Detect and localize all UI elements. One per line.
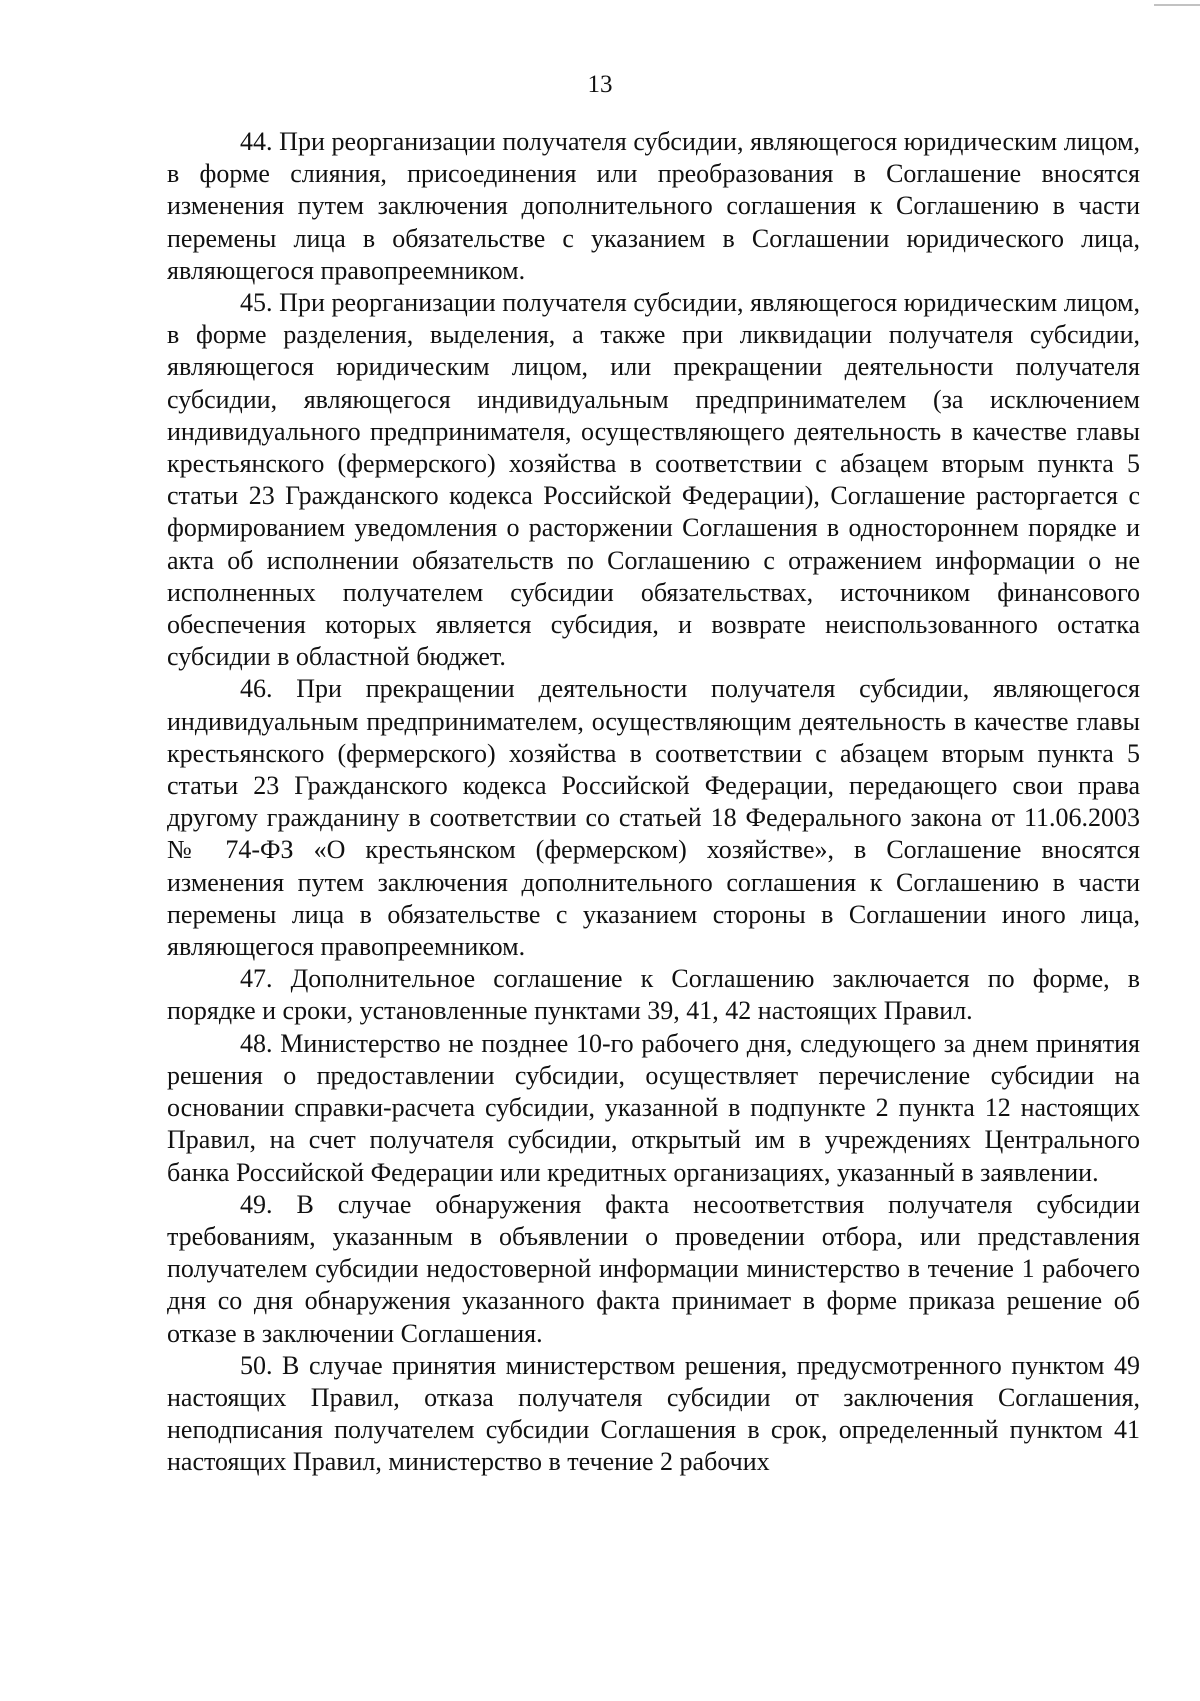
paragraph-44: 44. При реорганизации получателя субсидии, являющегося юридическим лицом, в форме слияния, присоединения или преобразования в Соглашение вносятся изменения путем заключения дополнительного соглашения к Соглашению в части перемены лица в обязательстве с указанием в Соглашении юридического лица, являющегося правопреемником. xyxy=(167,127,1140,285)
paragraph-45: 45. При реорганизации получателя субсидии, являющегося юридическим лицом, в форме разделения, выделения, а также при ликвидации получателя субсидии, являющегося юридическим лицом, или прекращении деятельности получателя субсидии, являющегося индивидуальным предпринимателем (за исключением индивидуального предпринимателя, осуществляющего деятельность в качестве главы крестьянского (фермерского) хозяйства в соответствии с абзацем вторым пункта 5 статьи 23 Гражданского кодекса Российской Федерации), Соглашение расторгается с формированием уведомления о расторжении Соглашения в одностороннем порядке и акта об исполнении обязательств по Соглашению с отражением информации о не исполненных получателем субсидии обязательствах, источником финансового обеспечения которых является субсидия, и возврате неиспользованного остатка субсидии в областной бюджет. xyxy=(167,288,1140,672)
paragraph-46: 46. При прекращении деятельности получателя субсидии, являющегося индивидуальным предпринимателем, осуществляющим деятельность в качестве главы крестьянского (фермерского) хозяйства в соответствии с абзацем вторым пункта 5 статьи 23 Гражданского кодекса Российской Федерации, передающего свои права другому гражданину в соответствии со статьей 18 Федерального закона от 11.06.2003 № 74-ФЗ «О крестьянском (фермерском) хозяйстве», в Соглашение вносятся изменения путем заключения дополнительного соглашения к Соглашению в части перемены лица в обязательстве с указанием стороны в Соглашении иного лица, являющегося правопреемником. xyxy=(167,674,1140,962)
scan-edge-mark xyxy=(1154,4,1200,6)
paragraph-47: 47. Дополнительное соглашение к Соглашению заключается по форме, в порядке и сроки, установленные пунктами 39, 41, 42 настоящих Правил. xyxy=(167,964,1140,1026)
paragraph-50: 50. В случае принятия министерством решения, предусмотренного пунктом 49 настоящих Правил, отказа получателя субсидии от заключения Соглашения, неподписания получателем субсидии Соглашения в срок, определенный пунктом 41 настоящих Правил, министерство в течение 2 рабочих xyxy=(167,1350,1140,1477)
document-body xyxy=(167,126,1140,1479)
paragraph-48: 48. Министерство не позднее 10-го рабочего дня, следующего за днем принятия решения о предоставлении субсидии, осуществляет перечисление субсидии на основании справки-расчета субсидии, указанной в подпункте 2 пункта 12 настоящих Правил, на счет получателя субсидии, открытый им в учреждениях Центрального банка Российской Федерации или кредитных организациях, указанный в заявлении. xyxy=(167,1028,1140,1187)
paragraph-49: 49. В случае обнаружения факта несоответствия получателя субсидии требованиям, указанным в объявлении о проведении отбора, или представления получателем субсидии недостоверной информации министерство в течение 1 рабочего дня со дня обнаружения указанного факта принимает в форме приказа решение об отказе в заключении Соглашения. xyxy=(167,1189,1140,1348)
page-number: 13 xyxy=(587,71,613,98)
